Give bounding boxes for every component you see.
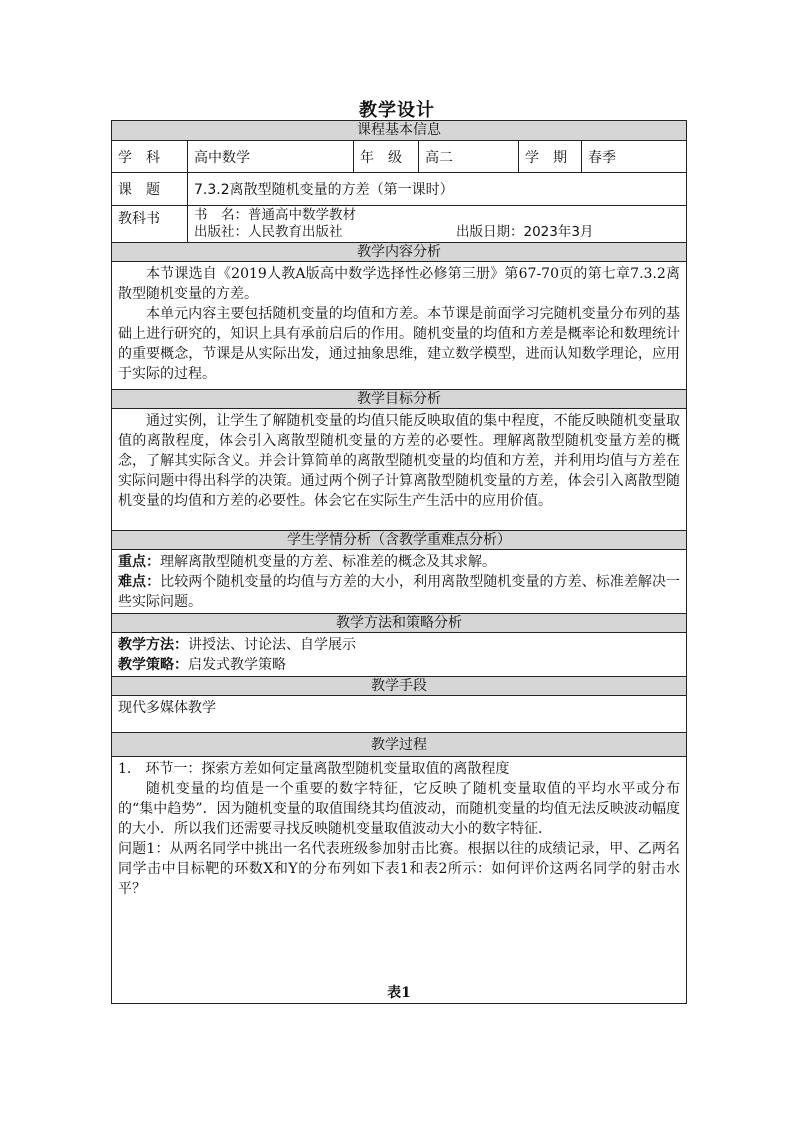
document-title: 教学设计 <box>359 100 435 121</box>
grade-value: 高二 <box>419 141 519 172</box>
method-analysis-body <box>112 633 686 677</box>
lesson-plan-table <box>111 120 687 1004</box>
content-paragraph-1: 本节课选自《2019人教A版高中数学选择性必修第三册》第67-70页的第七章7.3.2离散型随机变量的方差。 <box>118 266 680 302</box>
strategy-line <box>112 655 686 675</box>
difficulty-label: 难点： <box>118 574 161 590</box>
section-header-method-analysis: 教学方法和策略分析 <box>112 614 686 633</box>
means-body <box>112 696 686 733</box>
term-label: 学 期 <box>519 141 582 172</box>
table-1-caption: 表1 <box>387 985 411 1001</box>
process-paragraph-1: 随机变量的均值是一个重要的数字特征，它反映了随机变量取值的平均水平或分布的“集中趋势”．因为随机变量的取值围绕其均值波动，而随机变量的均值无法反映波动幅度的大小．所以我们还需要寻找反映随机变量取值波动大小的数字特征． <box>118 781 680 837</box>
subject-value: 高中数学 <box>188 141 354 172</box>
process-step-1-heading: 1. 环节一：探索方差如何定量离散型随机变量取值的离散程度 <box>118 761 510 777</box>
term-value: 春季 <box>588 149 616 166</box>
method-label: 教学方法： <box>118 637 188 653</box>
publication-date: 出版日期：2023年3月 <box>456 224 594 240</box>
textbook-info <box>188 206 686 242</box>
section-header-goal-analysis: 教学目标分析 <box>112 390 686 409</box>
section-header-student-analysis: 学生学情分析（含教学重难点分析） <box>112 531 686 550</box>
difficulty-text: 比较两个随机变量的均值与方差的大小，利用离散型随机变量的方差、标准差解决一些实际问题。 <box>118 574 681 610</box>
goal-analysis-body <box>112 409 686 531</box>
topic-row <box>112 173 686 206</box>
key-point-line <box>112 552 686 572</box>
section-header-basic-info: 课程基本信息 <box>112 121 686 141</box>
key-point-text: 理解离散型随机变量的方差、标准差的概念及其求解。 <box>160 554 496 570</box>
subject-label: 学 科 <box>112 141 188 172</box>
strategy-label: 教学策略： <box>118 657 188 673</box>
textbook-row <box>112 206 686 243</box>
question-1: 问题1：从两名同学中挑出一名代表班级参加射击比赛。根据以往的成绩记录，甲、乙两名同学击中目标靶的环数X和Y的分布列如下表1和表2所示：如何评价这两名同学的射击水平？ <box>118 841 680 897</box>
section-header-content-analysis: 教学内容分析 <box>112 243 686 262</box>
content-analysis-body <box>112 262 686 390</box>
book-name: 书 名：普通高中数学教材 <box>194 207 356 223</box>
method-line <box>112 635 686 655</box>
textbook-label: 教科书 <box>112 206 188 242</box>
method-text: 讲授法、讨论法、自学展示 <box>188 637 356 653</box>
section-header-process: 教学过程 <box>112 733 686 757</box>
student-analysis-body <box>112 550 686 614</box>
section-header-means: 教学手段 <box>112 677 686 696</box>
topic-label: 课 题 <box>112 173 188 205</box>
goal-paragraph: 通过实例，让学生了解随机变量的均值只能反映取值的集中程度，不能反映随机变量取值的离散程度，体会引入离散型随机变量的方差的必要性。理解离散型随机变量方差的概念，了解其实际含义。并会计算简单的离散型随机变量的均值和方差，并利用均值与方差在实际问题中得出科学的决策。通过两个例子计算离散型随机变量的方差，体会引入离散型随机变量的均值和方差的必要性。体会它在实际生产生活中的应用价值。 <box>118 413 680 509</box>
topic-value: 7.3.2离散型随机变量的方差（第一课时） <box>194 182 454 198</box>
process-body <box>112 757 686 1003</box>
strategy-text: 启发式教学策略 <box>188 657 286 673</box>
means-text: 现代多媒体教学 <box>118 700 216 716</box>
basic-info-row <box>112 141 686 173</box>
key-point-label: 重点： <box>118 554 160 570</box>
difficulty-line <box>112 572 686 612</box>
publisher: 出版社：人民教育出版社 <box>194 224 343 240</box>
grade-label: 年 级 <box>354 141 419 172</box>
content-paragraph-2: 本单元内容主要包括随机变量的均值和方差。本节课是前面学习完随机变量分布列的基础上进行研究的，知识上具有承前启后的作用。随机变量的均值和方差是概率论和数理统计的重要概念，节课是从实际出发，通过抽象思维，建立数学模型，进而认知数学理论，应用于实际的过程。 <box>118 306 680 382</box>
